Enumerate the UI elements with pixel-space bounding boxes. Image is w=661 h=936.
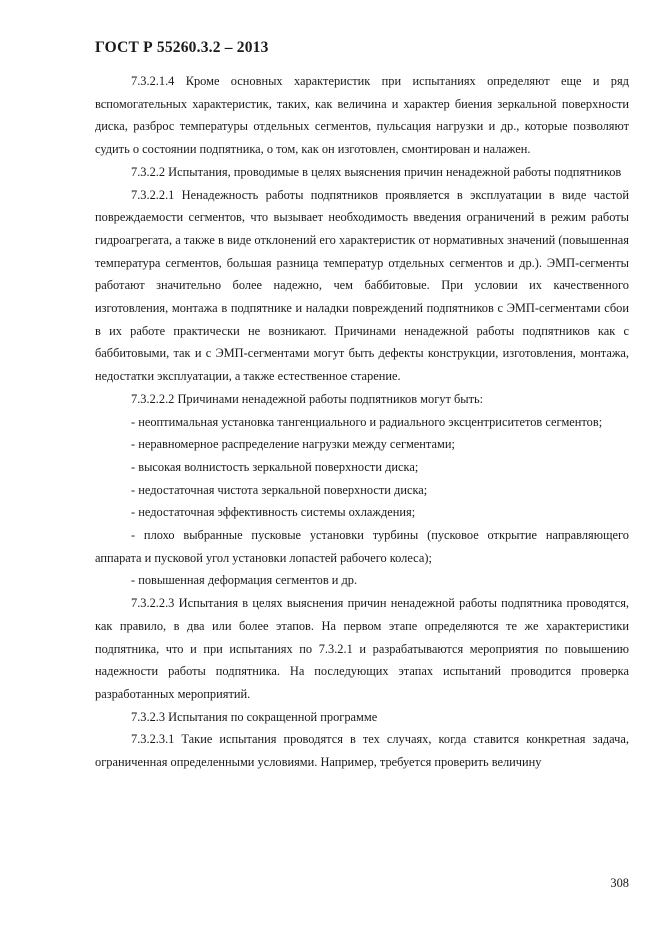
paragraph-7-3-2-2-2: 7.3.2.2.2 Причинами ненадежной работы подпятников могут быть: [131,391,484,406]
paragraph-7-3-2-2-heading: 7.3.2.2 Испытания, проводимые в целях выяснения причин ненадежной работы подпятников [131,164,622,179]
list-item: - плохо выбранные пусковые установки турбины (пусковое открытие направляющего аппарата и пусковой угол установки лопастей рабочего колеса); [95,528,629,565]
list-item: - повышенная деформация сегментов и др. [131,573,358,588]
paragraph-7-3-2-2-1: 7.3.2.2.1 Ненадежность работы подпятников проявляется в эксплуатации в виде частой повреждаемости сегментов, что вызывает необходимость введения ограничений в режим работы гидроагрегата, а также в виде отклонений его характеристик от нормативных значений (повышенная температура сегментов, большая разница температур отдельных сегментов и др.). ЭМП-сегменты работают значительно более надежно, чем баббитовые. При условии их качественного изготовления, монтажа в подпятнике и наладки повреждений подпятников с ЭМП-сегментами сбои в их работе практически не возникают. Причинами ненадежной работы подпятников как с баббитовыми, так и с ЭМП-сегментами могут быть дефекты конструкции, изготовления, монтажа, недостатки эксплуатации, а также естественное старение. [95,187,629,384]
list-item: - недостаточная эффективность системы охлаждения; [131,505,416,520]
document-header: ГОСТ Р 55260.3.2 – 2013 [95,39,269,56]
list-item: - неоптимальная установка тангенциального и радиального эксцентриситетов сегментов; [131,414,603,429]
paragraph-7-3-2-1-4: 7.3.2.1.4 Кроме основных характеристик при испытаниях определяют еще и ряд вспомогательных характеристик, таких, как величина и характер биения зеркальной поверхности диска, разброс температуры отдельных сегментов, пульсация нагрузки и др., которые позволяют судить о состоянии подпятника, о том, как он изготовлен, смонтирован и налажен. [95,74,629,157]
list-item: - неравномерное распределение нагрузки между сегментами; [131,437,455,452]
list-item: - недостаточная чистота зеркальной поверхности диска; [131,482,428,497]
paragraph-7-3-2-3-1: 7.3.2.3.1 Такие испытания проводятся в тех случаях, когда ставится конкретная задача, ограниченная определенными условиями. Например, требуется проверить величину [95,732,629,770]
list-item: - высокая волнистость зеркальной поверхности диска; [131,459,419,474]
paragraph-7-3-2-3-heading: 7.3.2.3 Испытания по сокращенной программе [131,709,378,724]
page-number: 308 [610,876,629,890]
document-body [95,70,629,774]
paragraph-7-3-2-2-3: 7.3.2.2.3 Испытания в целях выяснения причин ненадежной работы подпятника проводятся, как правило, в два или более этапов. На первом этапе определяются те же характеристики подпятника, что и при испытаниях по 7.3.2.1 и разрабатываются мероприятия по повышению надежности работы подпятника. На последующих этапах испытаний проводится проверка разработанных мероприятий. [95,596,629,701]
